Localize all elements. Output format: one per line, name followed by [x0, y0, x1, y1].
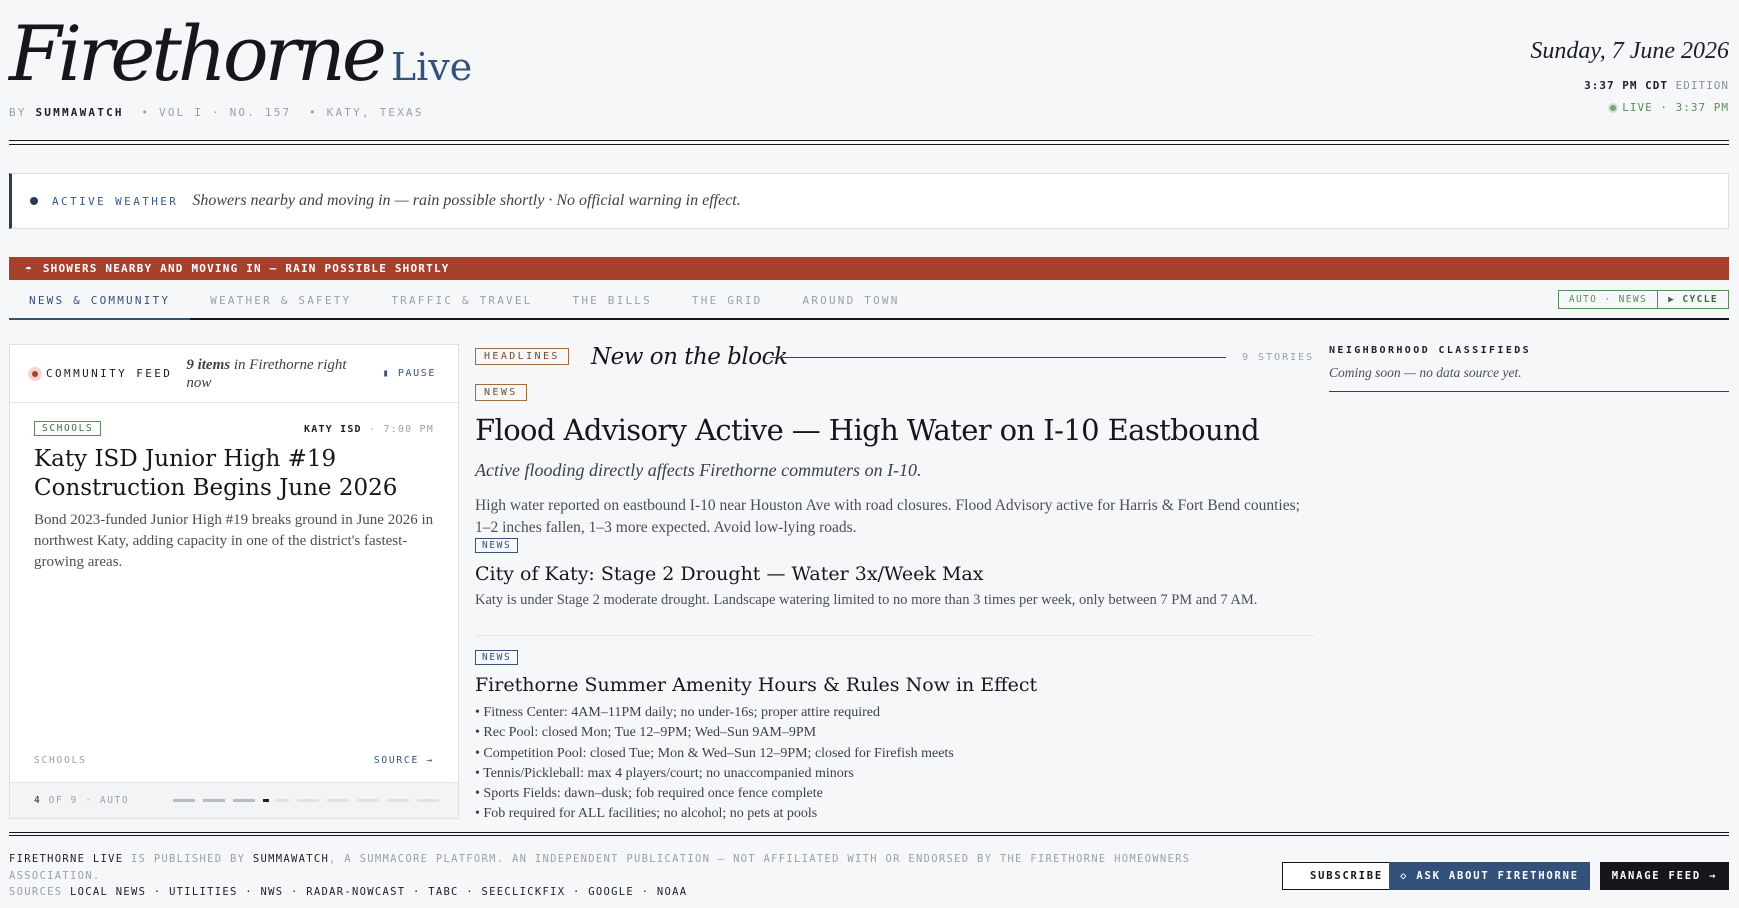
ask-about-firethorne-button[interactable]: ◇ ASK ABOUT FIRETHORNE — [1389, 862, 1590, 890]
headlines-title: New on the block — [591, 344, 788, 370]
tab-around-town[interactable]: AROUND TOWN — [802, 293, 900, 307]
story-1-subtitle: Active flooding directly affects Firethorne commuters on I-10. — [475, 460, 922, 480]
subscribe-button[interactable]: SUBSCRIBE — [1282, 862, 1411, 890]
volume-number: VOL I · NO. 157 — [159, 106, 292, 119]
story-1-tag: NEWS — [475, 384, 527, 401]
nav-controls — [1558, 290, 1729, 309]
feed-progress-dot[interactable] — [173, 799, 195, 802]
edition-date: Sunday, 7 June 2026 — [1530, 38, 1729, 64]
feed-header — [10, 345, 458, 403]
story-2-body: Katy is under Stage 2 moderate drought. Landscape watering limited to no more than 3 times per week, only between 7 PM and 7 AM. — [475, 592, 1258, 608]
classifieds-note: Coming soon — no data source yet. — [1329, 365, 1522, 380]
feed-pulse-icon — [28, 367, 42, 381]
byline: BY SUMMAWATCH • VOL I · NO. 157 • KATY, TEXAS — [9, 106, 424, 119]
card-footer-category: SCHOOLS — [34, 755, 87, 766]
tab-the-grid[interactable]: THE GRID — [691, 293, 763, 307]
footer-disclaimer: FIRETHORNE LIVE IS PUBLISHED BY SUMMAWATCH, A SUMMACORE PLATFORM. AN INDEPENDENT PUBLICATION — NOT AFFILIATED WITH OR ENDORSED BY THE FIRETHORNE HOMEOWNERS ASSOCIATION. — [9, 853, 1191, 882]
feed-progress-dot[interactable] — [417, 799, 439, 802]
feed-count: 9 items in Firethorne right now — [186, 356, 347, 391]
feed-label: COMMUNITY FEED — [46, 367, 173, 380]
list-item: • Tennis/Pickleball: max 4 players/court; no unaccompanied minors — [475, 765, 854, 781]
community-feed-panel — [9, 344, 459, 819]
card-title[interactable]: Katy ISD Junior High #19 Construction Begins June 2026 — [34, 446, 398, 501]
footer-divider — [9, 832, 1729, 836]
story-3-list — [475, 703, 1315, 820]
tab-traffic-travel[interactable]: TRAFFIC & TRAVEL — [391, 293, 533, 307]
list-item: • Fitness Center: 4AM–11PM daily; no under-16s; proper attire required — [475, 705, 880, 720]
feed-progress-dot[interactable] — [233, 799, 255, 802]
alert-text: SHOWERS NEARBY AND MOVING IN — RAIN POSSIBLE SHORTLY — [42, 262, 450, 275]
tab-the-bills[interactable]: THE BILLS — [572, 293, 652, 307]
story-2-title[interactable]: City of Katy: Stage 2 Drought — Water 3x/Week Max — [475, 563, 984, 585]
masthead-divider — [9, 140, 1729, 145]
story-divider — [475, 635, 1314, 636]
classifieds-rule — [1329, 391, 1729, 392]
feed-progress-dots — [173, 799, 439, 802]
pause-button[interactable]: ▮ PAUSE — [382, 368, 436, 379]
masthead-brand — [9, 9, 473, 98]
feed-progress-dot[interactable] — [357, 799, 379, 802]
umbrella-icon: ☂ — [25, 262, 33, 275]
live-indicator: LIVE · 3:37 PM — [1608, 101, 1729, 114]
card-category-tag: SCHOOLS — [34, 421, 101, 436]
story-1-title[interactable]: Flood Advisory Active — High Water on I-10 Eastbound — [475, 413, 1260, 447]
classifieds-title: NEIGHBORHOOD CLASSIFIEDS — [1329, 345, 1532, 356]
weather-dot-icon — [30, 197, 38, 205]
headlines-rule — [770, 357, 1226, 358]
active-weather-message: Showers nearby and moving in — rain possible shortly · No official warning in effect. — [192, 192, 741, 209]
edition-time: 3:37 PM CDT EDITION — [1584, 79, 1729, 92]
headlines-count: 9 STORIES — [1242, 352, 1315, 363]
list-item: • Rec Pool: closed Mon; Tue 12–9PM; Wed–Sun 9AM–9PM — [475, 725, 817, 741]
publisher-name: SUMMAWATCH — [35, 106, 124, 119]
headlines-tag: HEADLINES — [475, 348, 569, 365]
story-1-body: High water reported on eastbound I-10 near Houston Ave with road closures. Flood Advisory active for Harris & Fort Bend counties; 1–2 inches fallen, 1–3 more expected. Avoid low-lying roads. — [475, 497, 1300, 536]
feed-progress-dot-remainder — [275, 799, 289, 802]
feed-position: 4 OF 9 · AUTO — [34, 795, 130, 806]
active-weather-card — [9, 173, 1729, 229]
feed-progress-dot[interactable] — [297, 799, 319, 802]
cycle-button[interactable]: ▶ CYCLE — [1658, 290, 1729, 309]
site-name: Firethorne — [9, 9, 383, 98]
story-3-title[interactable]: Firethorne Summer Amenity Hours & Rules Now in Effect — [475, 674, 1038, 696]
auto-mode-badge: AUTO · NEWS — [1558, 290, 1658, 309]
list-item: • Competition Pool: closed Tue; Mon & Wed–Sun 12–9PM; closed for Firefish meets — [475, 745, 954, 761]
location: KATY, TEXAS — [326, 106, 424, 119]
card-body: Bond 2023-funded Junior High #19 breaks ground in June 2026 in northwest Katy, adding capacity in one of the district's fastest-growing areas. — [34, 512, 434, 570]
feed-progress-dot[interactable] — [327, 799, 349, 802]
weather-alert-bar[interactable] — [9, 257, 1729, 280]
live-dot-icon — [1608, 103, 1618, 113]
card-source-link[interactable]: SOURCE → — [373, 755, 434, 766]
feed-progress-dot[interactable] — [263, 799, 269, 802]
tab-weather-safety[interactable]: WEATHER & SAFETY — [210, 293, 352, 307]
active-weather-label: ACTIVE WEATHER — [52, 194, 179, 208]
section-nav — [9, 282, 1729, 320]
manage-feed-button[interactable]: MANAGE FEED → — [1600, 862, 1729, 890]
feed-progress-dot[interactable] — [387, 799, 409, 802]
list-item: • Sports Fields: dawn–dusk; fob required once fence complete — [475, 786, 823, 802]
story-3-tag: NEWS — [475, 650, 518, 665]
list-item: • Fob required for ALL facilities; no alcohol; no pets at pools — [475, 806, 818, 820]
story-2-tag: NEWS — [475, 538, 518, 553]
feed-progress-dot[interactable] — [203, 799, 225, 802]
site-live-label: Live — [390, 45, 473, 89]
card-meta: KATY ISD · 7:00 PM — [304, 424, 434, 435]
tab-news-community[interactable]: NEWS & COMMUNITY — [9, 282, 190, 320]
feed-pager — [10, 782, 458, 818]
footer-sources: SOURCES LOCAL NEWS · UTILITIES · NWS · RADAR-NOWCAST · TABC · SEECLICKFIX · GOOGLE · NOAA — [9, 886, 688, 898]
